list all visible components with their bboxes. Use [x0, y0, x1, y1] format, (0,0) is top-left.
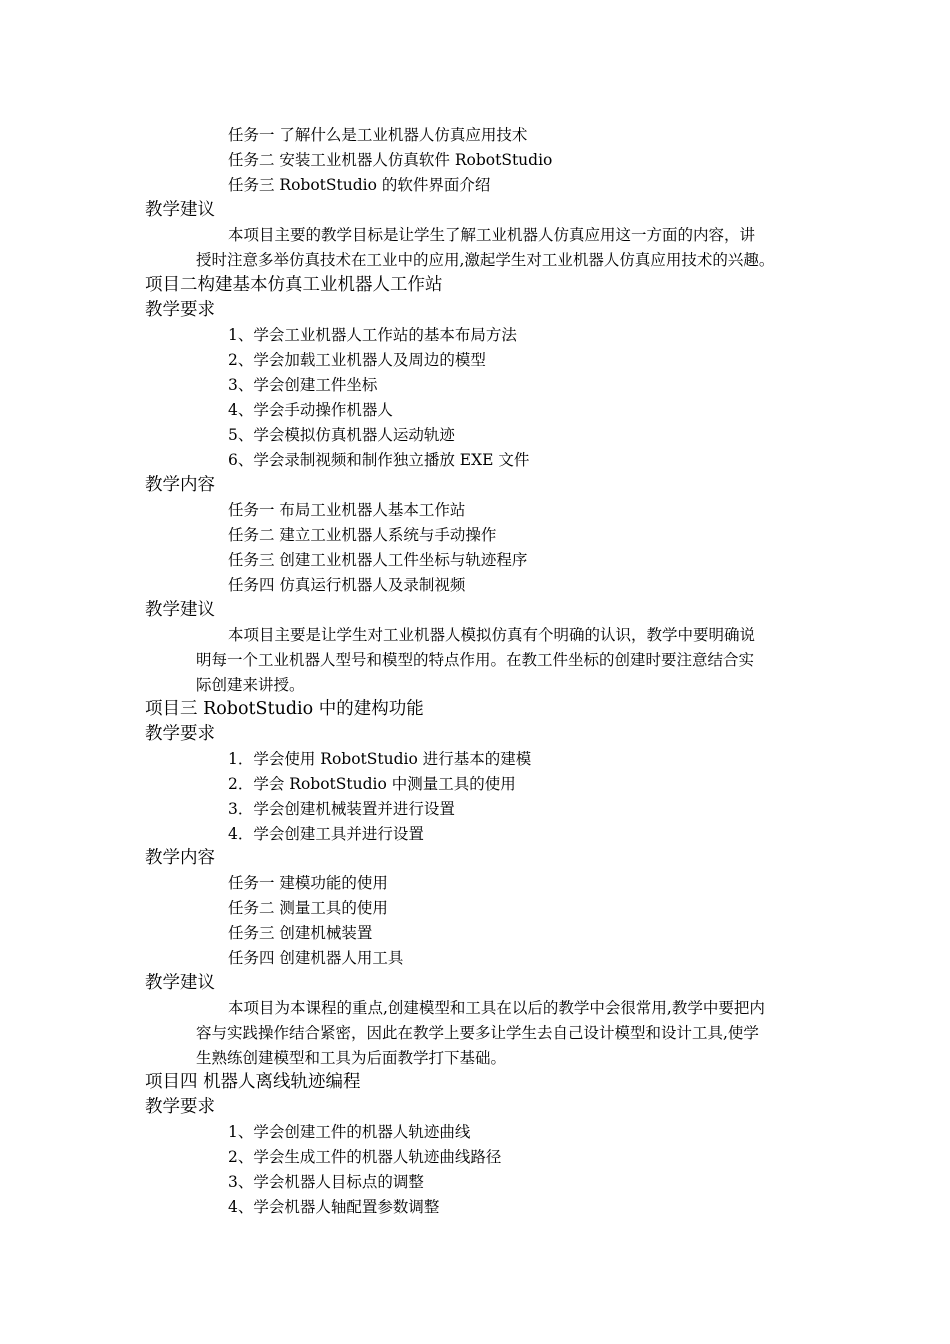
- requirement-item: 5、学会模拟仿真机器人运动轨迹: [228, 426, 455, 444]
- requirement-item: 1、学会创建工件的机器人轨迹曲线: [228, 1123, 471, 1141]
- paragraph-line: 本项目主要是让学生对工业机器人模拟仿真有个明确的认识，教学中要明确说: [228, 626, 756, 644]
- section-heading-requirements: 教学要求: [145, 1097, 215, 1117]
- task-item: 任务三 创建工业机器人工件坐标与轨迹程序: [228, 551, 528, 569]
- paragraph-line: 际创建来讲授。: [196, 676, 305, 694]
- requirement-item: 3．学会创建机械装置并进行设置: [228, 800, 455, 818]
- paragraph-line: 生熟练创建模型和工具为后面教学打下基础。: [196, 1049, 507, 1067]
- requirement-item: 3、学会创建工件坐标: [228, 376, 378, 394]
- section-heading-content: 教学内容: [145, 848, 215, 868]
- task-item: 任务四 创建机器人用工具: [228, 949, 404, 967]
- task-item: 任务二 建立工业机器人系统与手动操作: [228, 526, 497, 544]
- task-item: 任务一 布局工业机器人基本工作站: [228, 501, 466, 519]
- section-heading-suggestion: 教学建议: [145, 973, 215, 993]
- requirement-item: 6、学会录制视频和制作独立播放 EXE 文件: [228, 451, 530, 469]
- task-item: 任务二 测量工具的使用: [228, 899, 388, 917]
- task-item: 任务四 仿真运行机器人及录制视频: [228, 576, 466, 594]
- requirement-item: 1、学会工业机器人工作站的基本布局方法: [228, 326, 517, 344]
- task-item: 任务一 了解什么是工业机器人仿真应用技术: [228, 126, 528, 144]
- section-heading-requirements: 教学要求: [145, 724, 215, 744]
- requirement-item: 1．学会使用 RobotStudio 进行基本的建模: [228, 750, 532, 768]
- requirement-item: 2、学会加载工业机器人及周边的模型: [228, 351, 486, 369]
- paragraph-line: 本项目主要的教学目标是让学生了解工业机器人仿真应用这一方面的内容，讲: [228, 226, 756, 244]
- section-heading-content: 教学内容: [145, 475, 215, 495]
- requirement-item: 4、学会机器人轴配置参数调整: [228, 1198, 440, 1216]
- requirement-item: 2、学会生成工件的机器人轨迹曲线路径: [228, 1148, 502, 1166]
- requirement-item: 4．学会创建工具并进行设置: [228, 825, 424, 843]
- project-title: 项目三 RobotStudio 中的建构功能: [145, 699, 424, 719]
- task-item: 任务三 RobotStudio 的软件界面介绍: [228, 176, 491, 194]
- requirement-item: 3、学会机器人目标点的调整: [228, 1173, 424, 1191]
- paragraph-line: 授时注意多举仿真技术在工业中的应用,激起学生对工业机器人仿真应用技术的兴趣。: [196, 251, 775, 269]
- task-item: 任务三 创建机械装置: [228, 924, 373, 942]
- section-heading-suggestion: 教学建议: [145, 600, 215, 620]
- paragraph-line: 容与实践操作结合紧密，因此在教学上要多让学生去自己设计模型和设计工具,使学: [196, 1024, 759, 1042]
- requirement-item: 4、学会手动操作机器人: [228, 401, 393, 419]
- paragraph-line: 本项目为本课程的重点,创建模型和工具在以后的教学中会很常用,教学中要把内: [228, 999, 765, 1017]
- task-item: 任务二 安装工业机器人仿真软件 RobotStudio: [228, 151, 553, 169]
- project-title: 项目四 机器人离线轨迹编程: [145, 1072, 361, 1092]
- section-heading-requirements: 教学要求: [145, 300, 215, 320]
- task-item: 任务一 建模功能的使用: [228, 874, 388, 892]
- project-title: 项目二构建基本仿真工业机器人工作站: [145, 275, 443, 295]
- section-heading-suggestion: 教学建议: [145, 200, 215, 220]
- requirement-item: 2．学会 RobotStudio 中测量工具的使用: [228, 775, 516, 793]
- paragraph-line: 明每一个工业机器人型号和模型的特点作用。在教工件坐标的创建时要注意结合实: [196, 651, 755, 669]
